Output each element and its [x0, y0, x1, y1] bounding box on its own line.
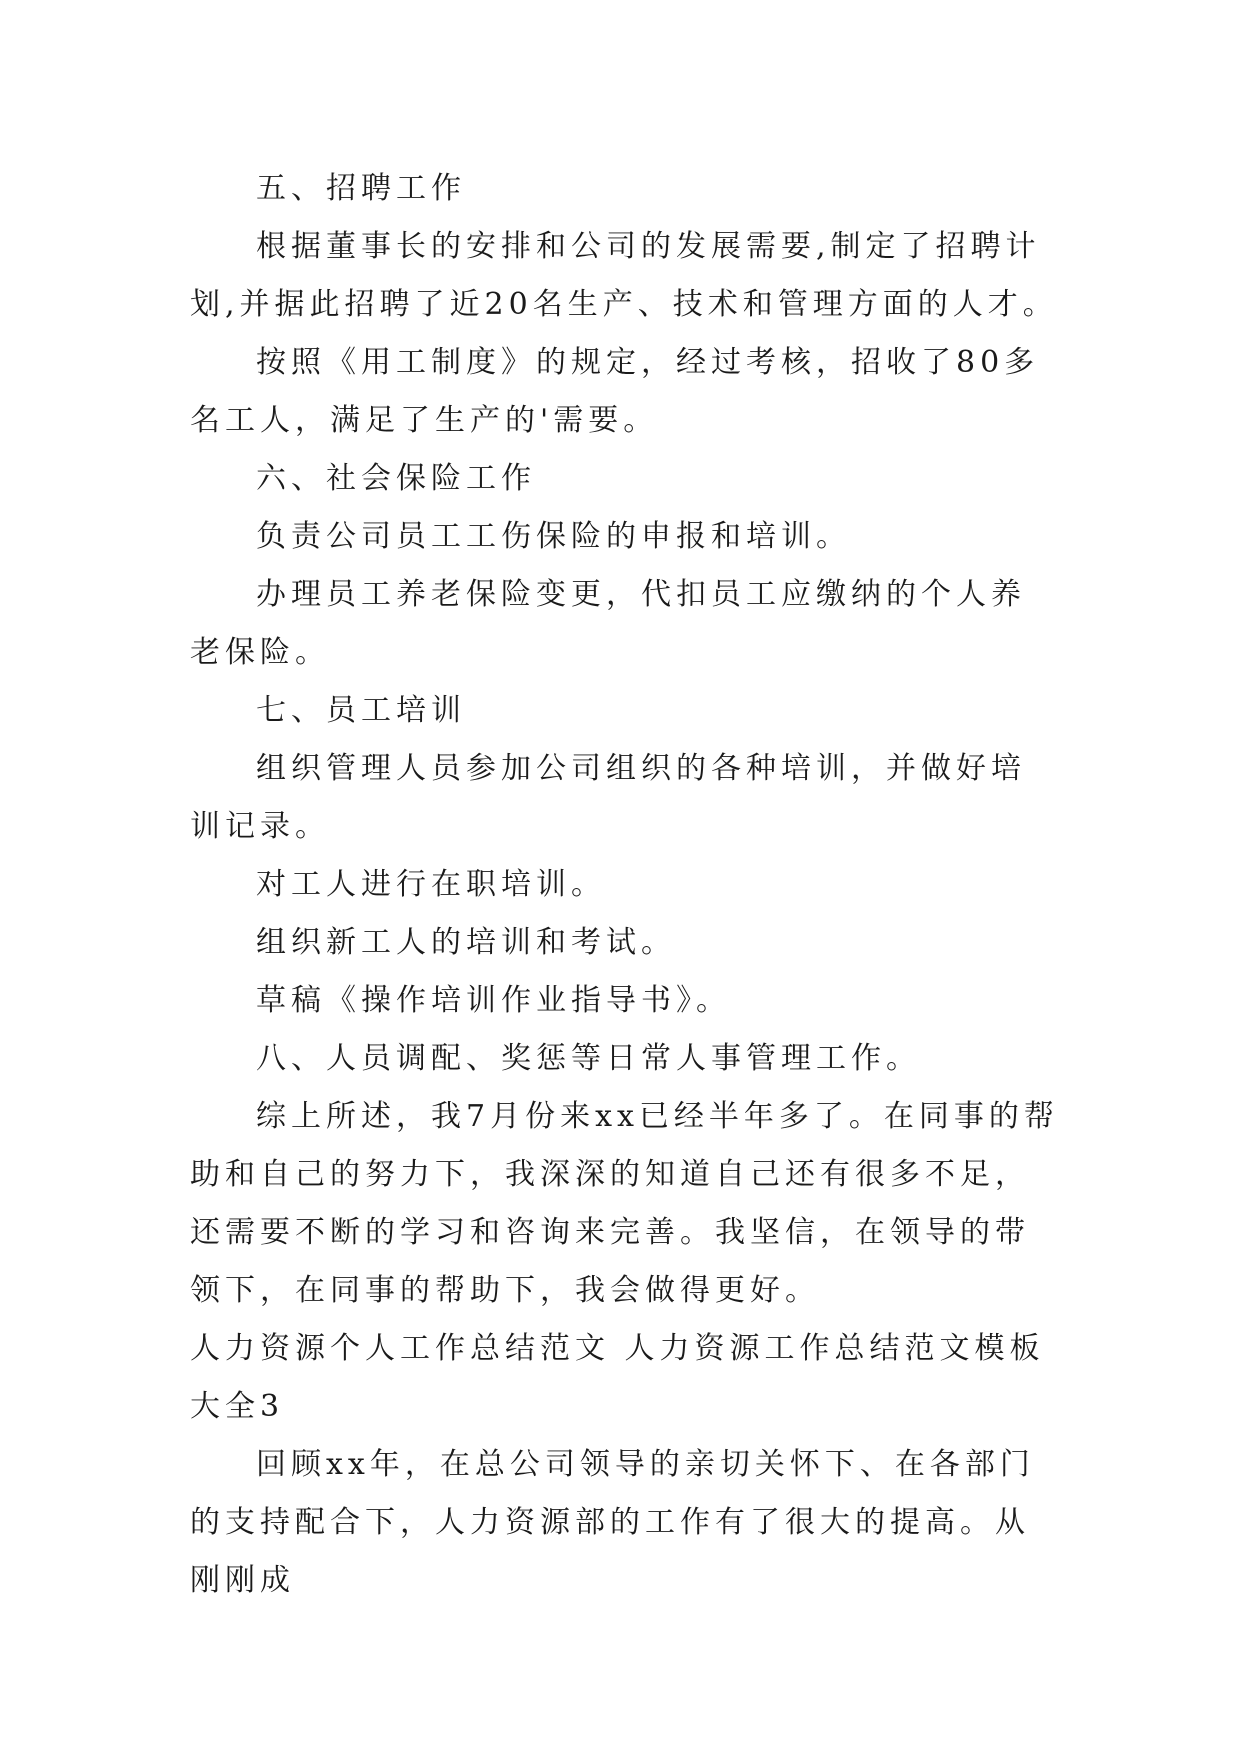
- paragraph-onjob-training: 对工人进行在职培训。: [256, 867, 606, 902]
- paragraph-new-worker-training: 组织新工人的培训和考试。: [256, 925, 676, 960]
- article-title: 人力资源个人工作总结范文 人力资源工作总结范文模板大全3: [190, 1331, 1045, 1424]
- section-heading-personnel: 八、人员调配、奖惩等日常人事管理工作。: [256, 1041, 921, 1076]
- paragraph-summary: 综上所述，我7月份来xx已经半年多了。在同事的帮助和自己的努力下，我深深的知道自己还有很多不足，还需要不断的学习和咨询来完善。我坚信，在领导的带领下，在同事的帮助下，我会做得更好。: [190, 1099, 1059, 1308]
- paragraph-worker-hiring: 按照《用工制度》的规定，经过考核，招收了80多名工人，满足了生产的'需要。: [190, 345, 1040, 438]
- paragraph-management-training: 组织管理人员参加公司组织的各种培训，并做好培训记录。: [190, 751, 1026, 844]
- section-heading-recruitment: 五、招聘工作: [256, 171, 466, 206]
- paragraph-pension-insurance: 办理员工养老保险变更，代扣员工应缴纳的个人养老保险。: [190, 577, 1026, 670]
- paragraph-recruitment-plan: 根据董事长的安排和公司的发展需要,制定了招聘计划,并据此招聘了近20名生产、技术和管理方面的人才。: [190, 229, 1058, 322]
- document-body: [190, 160, 1060, 1610]
- paragraph-injury-insurance: 负责公司员工工伤保险的申报和培训。: [256, 519, 851, 554]
- section-heading-training: 七、员工培训: [256, 693, 466, 728]
- paragraph-training-manual: 草稿《操作培训作业指导书》。: [256, 983, 731, 1018]
- paragraph-review: 回顾xx年，在总公司领导的亲切关怀下、在各部门的支持配合下，人力资源部的工作有了很大的提高。从刚刚成: [190, 1447, 1035, 1598]
- section-heading-social-insurance: 六、社会保险工作: [256, 461, 536, 496]
